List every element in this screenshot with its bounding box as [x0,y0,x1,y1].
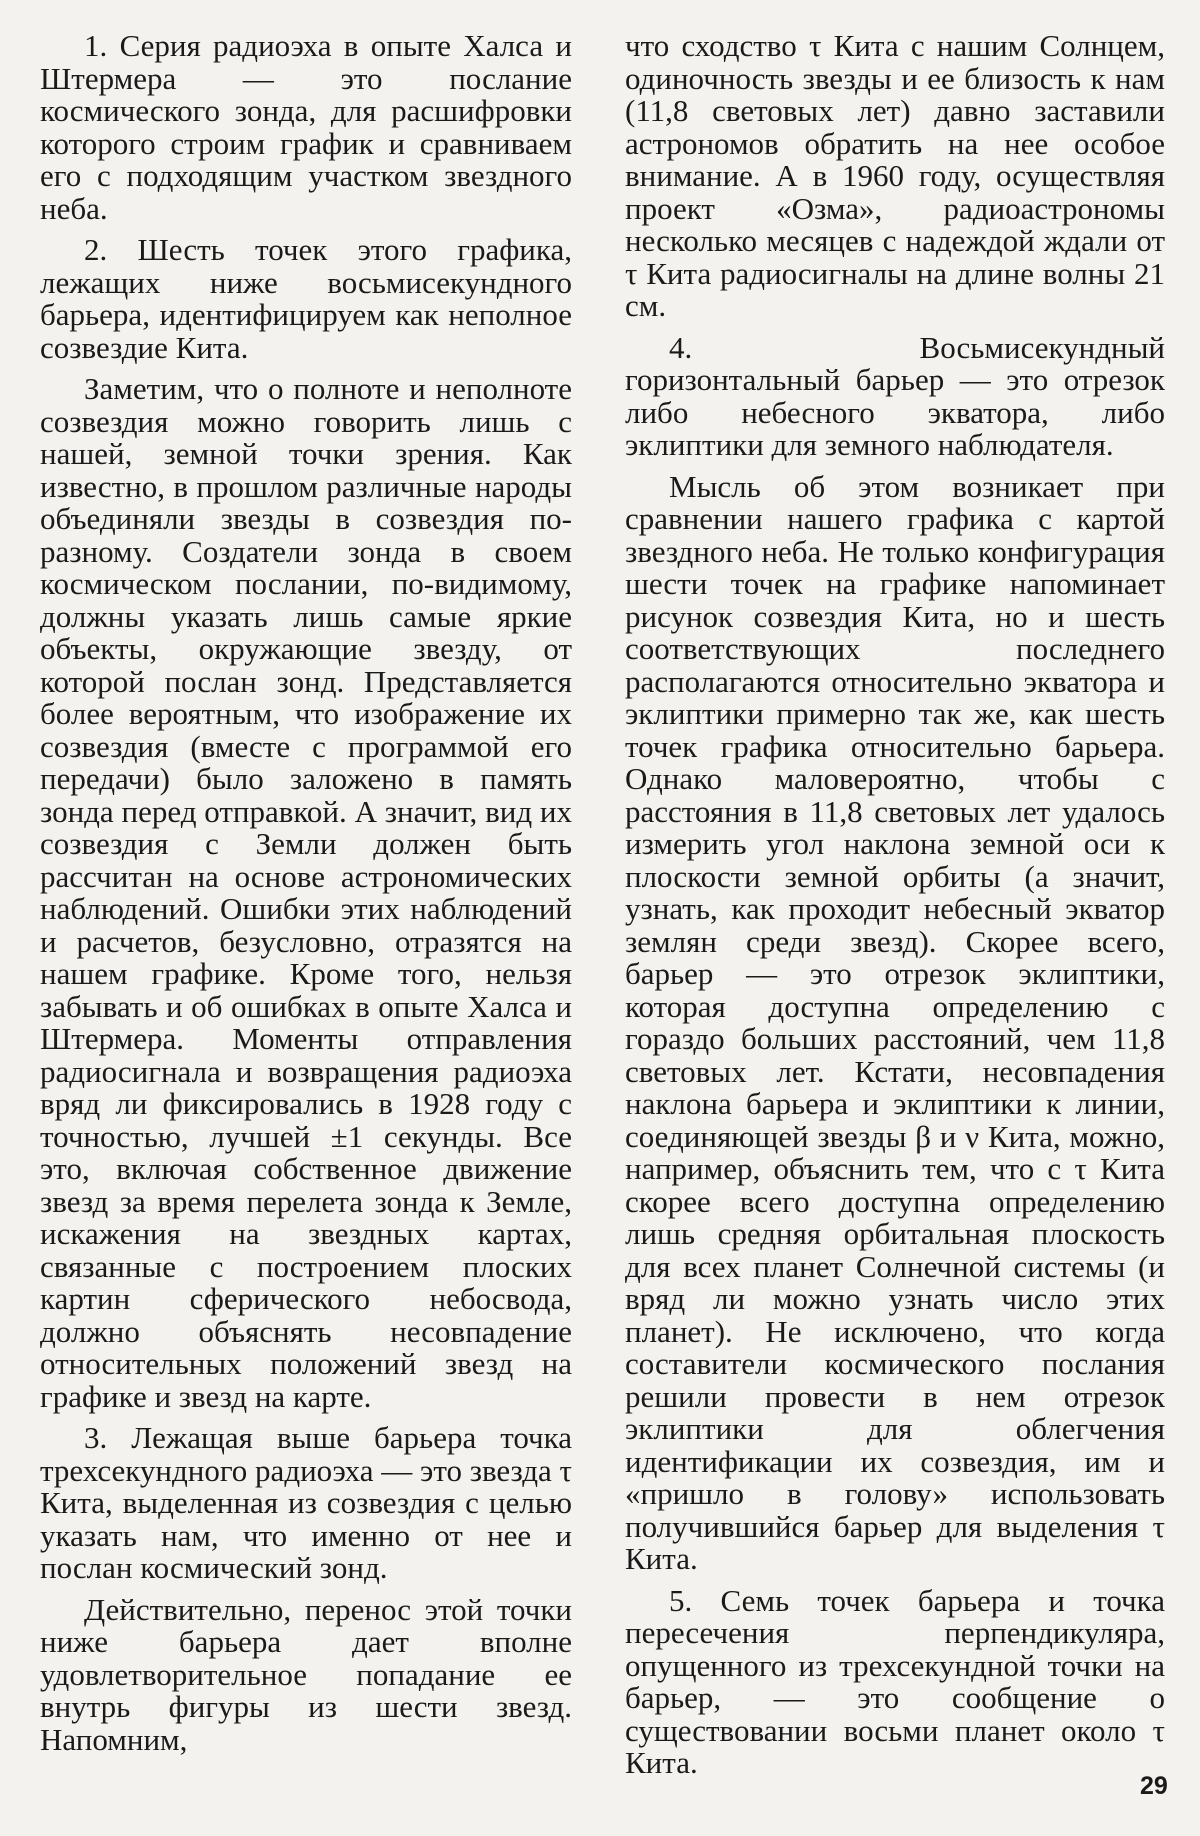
paragraph-5: Действительно, перенос этой точки ниже барьера дает вполне удовлетворительное попадание ее внутрь фигуры из шести звезд. Напомним, [40,1591,572,1757]
page-number: 29 [1140,1772,1168,1800]
paragraph-8: Мысль об этом возникает при сравнении нашего графика с картой звездного неба. Не только конфигурация шести точек на графике напоминает рисунок созвездия Кита, но и шесть соответствующих последнего располагаются относительно экватора и эклиптики примерно так же, как шесть точек графика относительно барьера. Однако маловероятно, чтобы с расстояния в 11,8 световых лет удалось измерить угол наклона земной оси к плоскости земной орбиты (а значит, узнать, как проходит небесный экватор землян среди звезд). Скорее всего, барьер — это отрезок эклиптики, которая доступна определению с гораздо больших расстояний, чем 11,8 световых лет. Кстати, несовпадения наклона барьера и эклиптики к линии, соединяющей звезды β и ν Кита, можно, например, объяснить тем, что с τ Кита скорее всего доступна определению лишь средняя орбитальная плоскость для всех планет Солнечной системы (и вряд ли можно узнать число этих планет). Не исключено, что когда составители космического послания решили провести в нем отрезок эклиптики для облегчения идентификации их созвездия, им и «пришло в голову» использовать получившийся барьер для выделения τ Кита. [625,468,1165,1576]
paragraph-6: что сходство τ Кита с нашим Солнцем, одиночность звезды и ее близость к нам (11,8 световых лет) давно заставили астрономов обратить на нее особое внимание. А в 1960 году, осуществляя проект «Озма», радиоастрономы несколько месяцев с надеждой ждали от τ Кита радиосигналы на длине волны 21 см. [625,28,1165,323]
paragraph-3: Заметим, что о полноте и неполноте созвездия можно говорить лишь с нашей, земной точки зрения. Как известно, в прошлом различные народы объединяли звезды в созвездия по-разному. Создатели зонда в своем космическом послании, по-видимому, должны указать лишь самые яркие объекты, окружающие звезду, от которой послан зонд. Представляется более вероятным, что изображение их созвездия (вместе с программой его передачи) было заложено в память зонда перед отправкой. А значит, вид их созвездия с Земли должен быть рассчитан на основе астрономических наблюдений. Ошибки этих наблюдений и расчетов, безусловно, отразятся на нашем графике. Кроме того, нельзя забывать и об ошибках в опыте Халса и Штермера. Моменты отправления радиосигнала и возвращения радиоэха вряд ли фиксировались в 1928 году с точностью, лучшей ±1 секунды. Все это, включая собственное движение звезд за время перелета зонда к Земле, искажения на звездных картах, связанные с построением плоских картин сферического небосвода, должно объяснять несовпадение относительных положений звезд на графике и звезд на карте. [40,371,572,1414]
left-column [40,30,572,1765]
paragraph-2: 2. Шесть точек этого графика, лежащих ниже восьмисекундного барьера, идентифицируем как неполное созвездие Кита. [40,232,572,365]
right-column [625,30,1165,1789]
paragraph-7: 4. Восьмисекундный горизонтальный барьер — это отрезок либо небесного экватора, либо эклиптики для земного наблюдателя. [625,329,1165,462]
paragraph-9: 5. Семь точек барьера и точка пересечения перпендикуляра, опущенного из трехсекундной точки на барьер, — это сообщение о существовании восьми планет около τ Кита. [625,1582,1165,1780]
paragraph-4: 3. Лежащая выше барьера точка трехсекундного радиоэха — это звезда τ Кита, выделенная из созвездия с целью указать нам, что именно от нее и послан космический зонд. [40,1420,572,1585]
paragraph-1: 1. Серия радиоэха в опыте Халса и Штермера — это послание космического зонда, для расшифровки которого строим график и сравниваем его с подходящим участком звездного неба. [40,28,572,226]
